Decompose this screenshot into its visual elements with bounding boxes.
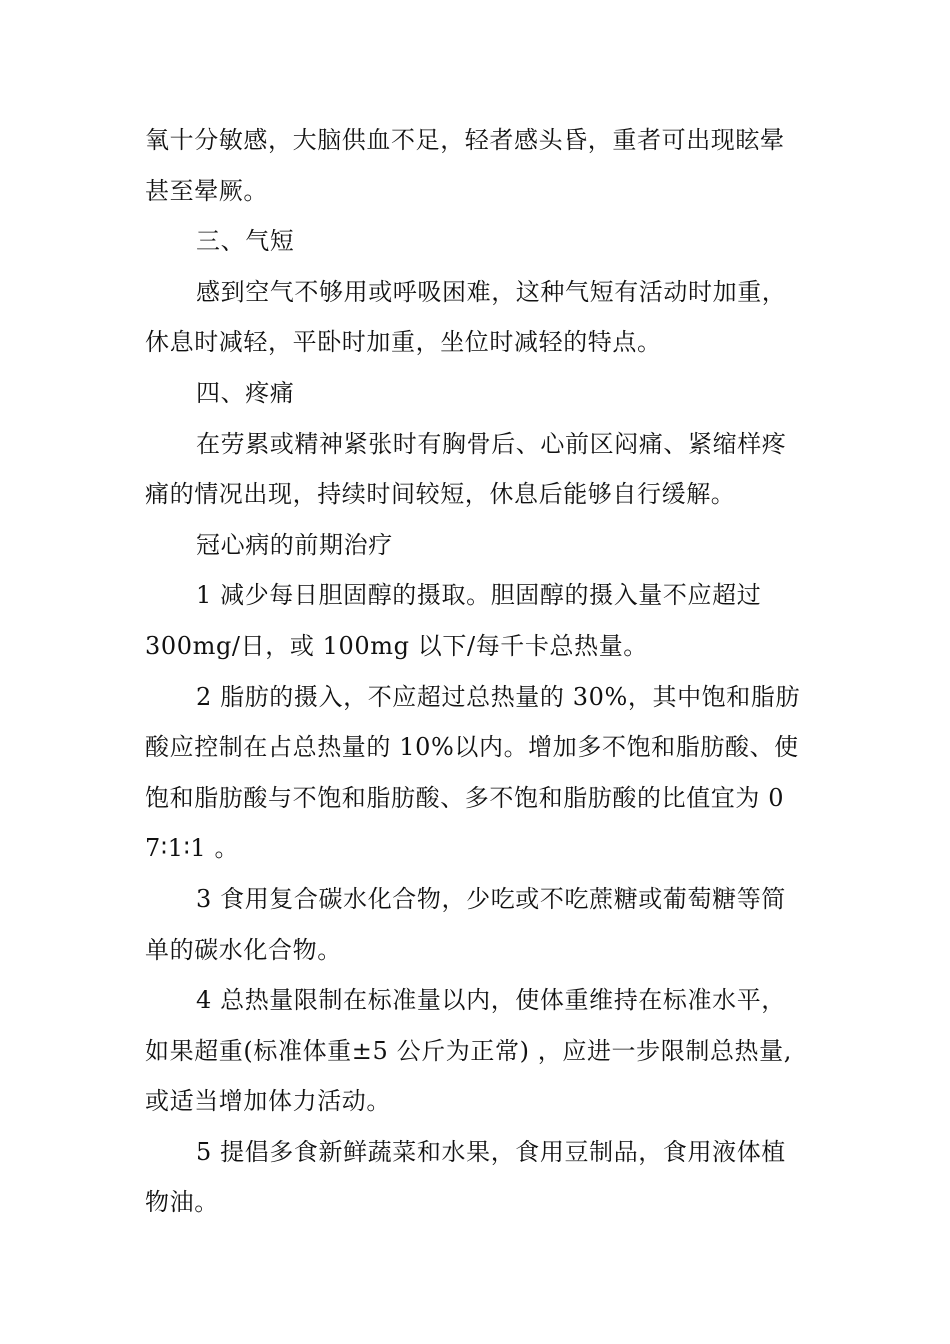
text-line-18: 4 总热量限制在标准量以内，使体重维持在标准水平， <box>196 986 786 1015</box>
text-line-16: 3 食用复合碳水化合物，少吃或不吃蔗糖或葡萄糖等简 <box>196 884 786 913</box>
text-line-8: 痛的情况出现，持续时间较短，休息后能够自行缓解。 <box>145 480 736 509</box>
text-line-13: 酸应控制在占总热量的 10%以内。增加多不饱和脂肪酸、使 <box>145 733 799 762</box>
section-heading-shortness-of-breath: 三、气短 <box>196 227 295 256</box>
document-body <box>145 115 810 1228</box>
text-line-7: 在劳累或精神紧张时有胸骨后、心前区闷痛、紧缩样疼 <box>196 429 787 458</box>
text-line-4: 感到空气不够用或呼吸困难，这种气短有活动时加重， <box>196 277 787 306</box>
text-line-17: 单的碳水化合物。 <box>145 935 342 964</box>
text-line-2: 甚至晕厥。 <box>145 176 268 205</box>
text-line-19: 如果超重(标准体重±5 公斤为正常) ，应进一步限制总热量, <box>145 1036 792 1065</box>
text-line-11: 300mg/日，或 100mg 以下/每千卡总热量。 <box>145 631 648 660</box>
section-heading-early-treatment: 冠心病的前期治疗 <box>196 530 393 559</box>
text-line-22: 物油。 <box>145 1188 219 1217</box>
text-line-12: 2 脂肪的摄入，不应超过总热量的 30%，其中饱和脂肪 <box>196 682 801 711</box>
text-line-10: 1 减少每日胆固醇的摄取。胆固醇的摄入量不应超过 <box>196 581 762 610</box>
text-line-21: 5 提倡多食新鲜蔬菜和水果，食用豆制品，食用液体植 <box>196 1137 786 1166</box>
text-line-5: 休息时减轻，平卧时加重，坐位时减轻的特点。 <box>145 328 662 357</box>
text-line-15: 7∶1∶1 。 <box>145 834 240 863</box>
text-line-14: 饱和脂肪酸与不饱和脂肪酸、多不饱和脂肪酸的比值宜为 0 <box>145 783 785 812</box>
section-heading-pain: 四、疼痛 <box>196 378 295 407</box>
text-line-1: 氧十分敏感，大脑供血不足，轻者感头昏，重者可出现眩晕 <box>145 126 785 154</box>
text-line-20: 或适当增加体力活动。 <box>145 1087 391 1116</box>
